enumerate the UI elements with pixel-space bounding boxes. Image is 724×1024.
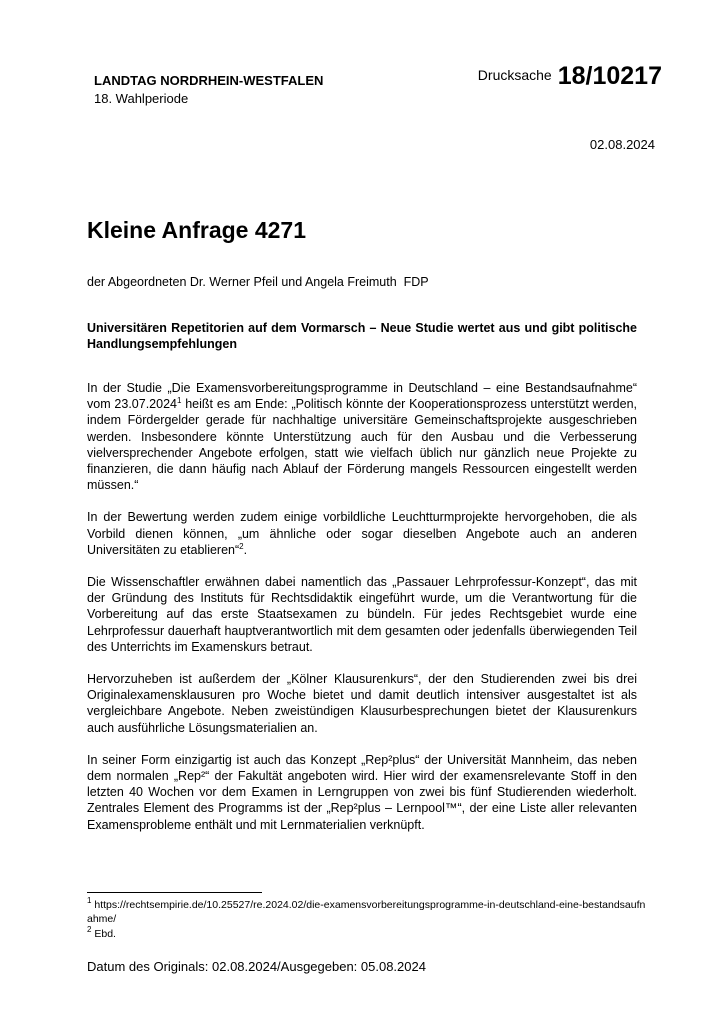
paragraph-1-start: In der Studie „Die Examensvorbereitungsprogramme in Deutschland – eine Bestandsaufnahme“ vom 23.07.2024: [87, 381, 637, 412]
paragraph-3: Die Wissenschaftler erwähnen dabei namentlich das „Passauer Lehrprofessur-Konzept“, das mit der Gründung des Instituts für Rechtsdidaktik eingeführt wurde, um die Verantwortung für die Vorbereitung auf das erste Staatsexamen zu bündeln. Für jedes Rechtsgebiet wurde eine Lehrprofessur dauerhaft hauptverantwortlich mit dem gesamten oder jedenfalls überwiegenden Teil des Unterrichts im Examenskurs betraut.: [87, 575, 637, 654]
paragraph-1-end: heißt es am Ende: „Politisch könnte der Kooperationsprozess unterstützt werden, indem Fördergelder gerade für nachhaltige universitäre Gemeinschaftsprojekte ausgeschrieben werden. Insbesondere könnte Unterstützung auch für den Ausbau und die Verbesserung vielversprechender Angebote erfolgen, statt wie vielfach üblich nur gänzlich neue Projekte zu finanzieren, die dann häufig nach Ablauf der Förderung mangels Ressourcen eingestellt werden müssen.“: [87, 397, 637, 493]
document-number-value: 18/10217: [557, 62, 662, 90]
footnotes: [87, 898, 647, 942]
subject-heading: Universitären Repetitorien auf dem Vormarsch – Neue Studie wertet aus und gibt politische Handlungsempfehlungen: [87, 321, 637, 351]
paragraph-5: In seiner Form einzigartig ist auch das Konzept „Rep²plus“ der Universität Mannheim, das neben dem normalen „Rep²“ der Fakultät angeboten wird. Hier wird der examensrelevante Stoff in den letzten 40 Wochen vor dem Examen in Lerngruppen von zwei bis fünf Studierenden wiederholt. Zentrales Element des Programms ist der „Rep²plus – Lernpool™“, der eine Liste aller relevanten Examensprobleme enthält und mit Lernmaterialien verknüpft.: [87, 752, 637, 832]
document-date: 02.08.2024: [589, 137, 655, 152]
paragraph-1: [87, 380, 637, 493]
body-text: [87, 380, 637, 849]
document-number-label: Drucksache: [477, 67, 552, 83]
paragraph-2: [87, 509, 637, 558]
footnote-divider: [87, 892, 262, 893]
paragraph-4: Hervorzuheben ist außerdem der „Kölner Klausurenkurs“, der den Studierenden zwei bis drei Originalexamensklausuren pro Woche bietet und damit deutlich intensiver ausgestaltet ist als vergleichbare Angebote. Neben zweistündigen Klausurbesprechungen bietet der Klausurenkurs auch ausführliche Lösungsmaterialien an.: [87, 672, 637, 735]
parliament-name: LANDTAG NORDRHEIN-WESTFALEN: [94, 73, 324, 88]
footnote-2-text: Ebd.: [91, 928, 116, 940]
legislative-period: 18. Wahlperiode: [94, 91, 189, 106]
paragraph-2-end: .: [243, 542, 248, 557]
footnote-2-mark: 2: [87, 925, 92, 934]
footnote-1-mark: 1: [87, 896, 92, 905]
footnote-1-text: https://rechtsempirie.de/10.25527/re.2024.02/die-examensvorbereitungsprogramme-in-deutschland-eine-bestandsaufnahme/: [87, 899, 646, 925]
page-title: Kleine Anfrage 4271: [87, 217, 307, 243]
footnote-1: [87, 898, 647, 926]
authors-line: der Abgeordneten Dr. Werner Pfeil und Angela Freimuth FDP: [87, 275, 429, 289]
publication-dates: Datum des Originals: 02.08.2024/Ausgegeben: 05.08.2024: [87, 959, 426, 974]
footnote-ref-2: 2: [239, 541, 244, 551]
paragraph-2-start: In der Bewertung werden zudem einige vorbildliche Leuchtturmprojekte hervorgehoben, die als Vorbild dienen können, „um ähnliche oder sogar dieselben Angebote auch an anderen Universitäten zu etablieren“: [87, 510, 637, 557]
footnote-ref-1: 1: [176, 396, 182, 406]
footnote-2: [87, 927, 647, 941]
document-number: [478, 62, 662, 91]
